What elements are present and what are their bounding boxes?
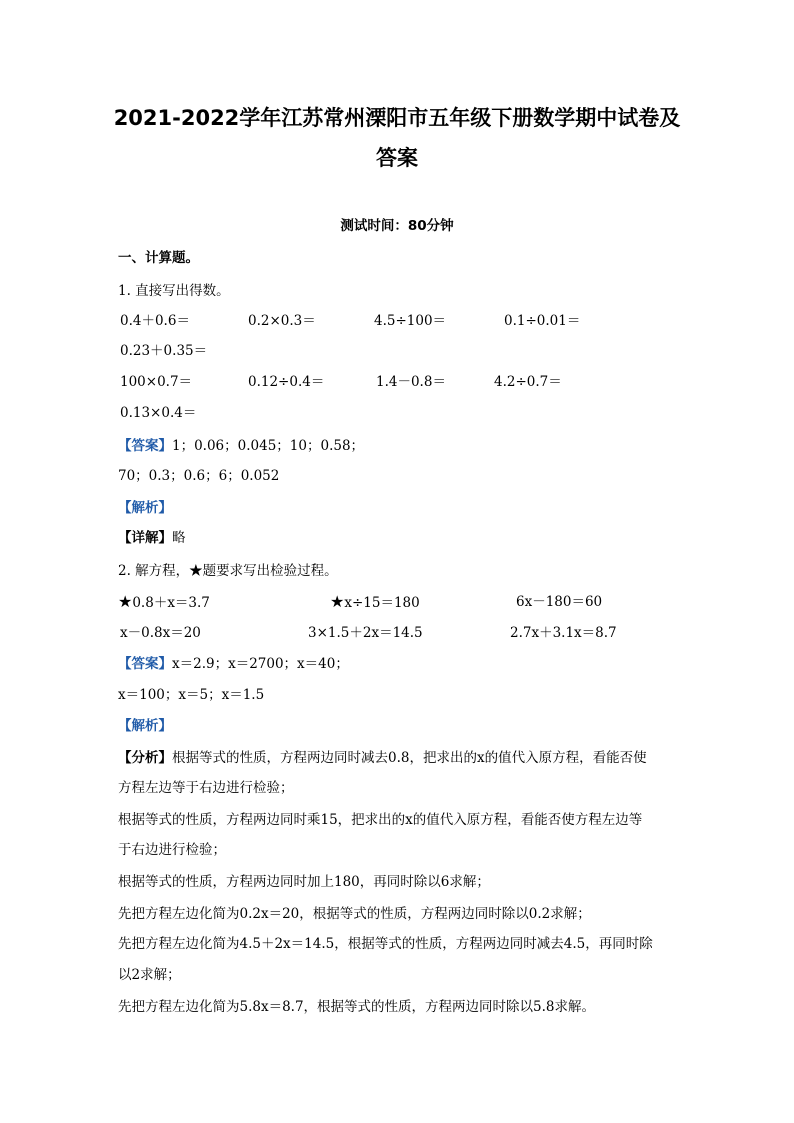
q2-answer — [118, 654, 349, 674]
q1-detail — [118, 528, 186, 548]
q2-equation-row-2 — [118, 623, 718, 643]
q2-analysis-paragraph-5-cont: 以2求解； — [118, 967, 181, 983]
q2-equation-starred — [118, 592, 210, 613]
q2-analysis-paragraph-1 — [118, 748, 647, 768]
q1-expression-row-3 — [118, 372, 718, 392]
section-heading-calculation: 一、计算题。 — [118, 250, 199, 266]
q2-analysis-paragraph-3: 根据等式的性质，方程两边同时加上180，再同时除以6求解； — [118, 874, 490, 890]
q2-answer-continued: x＝100；x＝5；x＝1.5 — [118, 687, 265, 703]
q2-equation: x÷15＝180 — [344, 595, 420, 611]
q2-equation: x－0.8x＝20 — [120, 625, 201, 641]
q1-analysis-tag: 【解析】 — [118, 500, 172, 516]
detail-tag: 【详解】 — [118, 530, 172, 546]
q2-analysis-paragraph-6: 先把方程左边化简为5.8x＝8.7，根据等式的性质，方程两边同时除以5.8求解。 — [118, 999, 596, 1015]
q2-analysis-paragraph-2-cont: 于右边进行检验； — [118, 842, 226, 858]
q1-expression: 0.4＋0.6＝ — [120, 313, 190, 329]
star-icon: ★ — [118, 592, 133, 611]
test-time: 测试时间：80分钟 — [340, 218, 454, 234]
q2-analysis-paragraph-4: 先把方程左边化简为0.2x＝20，根据等式的性质，方程两边同时除以0.2求解； — [118, 906, 591, 922]
q2-equation: 2.7x＋3.1x＝8.7 — [510, 625, 617, 641]
q1-expression-row-2 — [118, 341, 718, 361]
q1-expression: 0.13×0.4＝ — [120, 405, 197, 421]
answer-tag: 【答案】 — [118, 438, 172, 454]
q2-analysis-paragraph-2: 根据等式的性质，方程两边同时乘15，把求出的x的值代入原方程，看能否使方程左边等 — [118, 812, 643, 828]
analysis-text: 根据等式的性质，方程两边同时减去0.8，把求出的x的值代入原方程，看能否使 — [172, 750, 647, 766]
q2-equation: 6x－180＝60 — [516, 594, 603, 610]
star-icon: ★ — [330, 592, 345, 611]
document-title-line-2: 答案 — [376, 146, 418, 170]
q1-expression: 0.12÷0.4＝ — [248, 374, 325, 390]
q1-expression: 100×0.7＝ — [120, 374, 193, 390]
q2-analysis-tag: 【解析】 — [118, 718, 172, 734]
q1-expression: 0.2×0.3＝ — [248, 313, 316, 329]
answer-tag: 【答案】 — [118, 656, 172, 672]
document-title-line-1: 2021-2022学年江苏常州溧阳市五年级下册数学期中试卷及 — [113, 106, 681, 130]
q2-equation: 3×1.5＋2x＝14.5 — [308, 625, 423, 641]
fenxi-tag: 【分析】 — [118, 750, 172, 766]
q1-expression: 4.2÷0.7＝ — [494, 374, 562, 390]
q1-expression: 0.1÷0.01＝ — [504, 313, 581, 329]
q2-analysis-paragraph-1-cont: 方程左边等于右边进行检验； — [118, 780, 294, 796]
q1-expression: 0.23＋0.35＝ — [120, 343, 208, 359]
q1-expression-row-4 — [118, 403, 718, 423]
detail-text: 略 — [172, 530, 186, 546]
q1-expression-row-1 — [118, 311, 718, 331]
q1-answer — [118, 436, 364, 456]
q1-answer-continued: 70；0.3；0.6；6；0.052 — [118, 468, 280, 484]
q2-equation-row-1 — [118, 592, 718, 612]
q1-expression: 4.5÷100＝ — [374, 313, 447, 329]
q1-expression: 1.4－0.8＝ — [376, 374, 446, 390]
q2-analysis-paragraph-5: 先把方程左边化简为4.5＋2x＝14.5，根据等式的性质，方程两边同时减去4.5，再同时除 — [118, 936, 653, 952]
q2-equation: 0.8＋x＝3.7 — [132, 595, 210, 611]
question-1-prompt: 1. 直接写出得数。 — [118, 283, 230, 299]
question-2-prompt: 2. 解方程，★题要求写出检验过程。 — [118, 563, 338, 579]
answer-text: x＝2.9；x＝2700；x＝40； — [172, 656, 349, 672]
answer-text: 1；0.06；0.045；10；0.58； — [172, 438, 365, 454]
q2-equation-starred — [330, 592, 420, 613]
